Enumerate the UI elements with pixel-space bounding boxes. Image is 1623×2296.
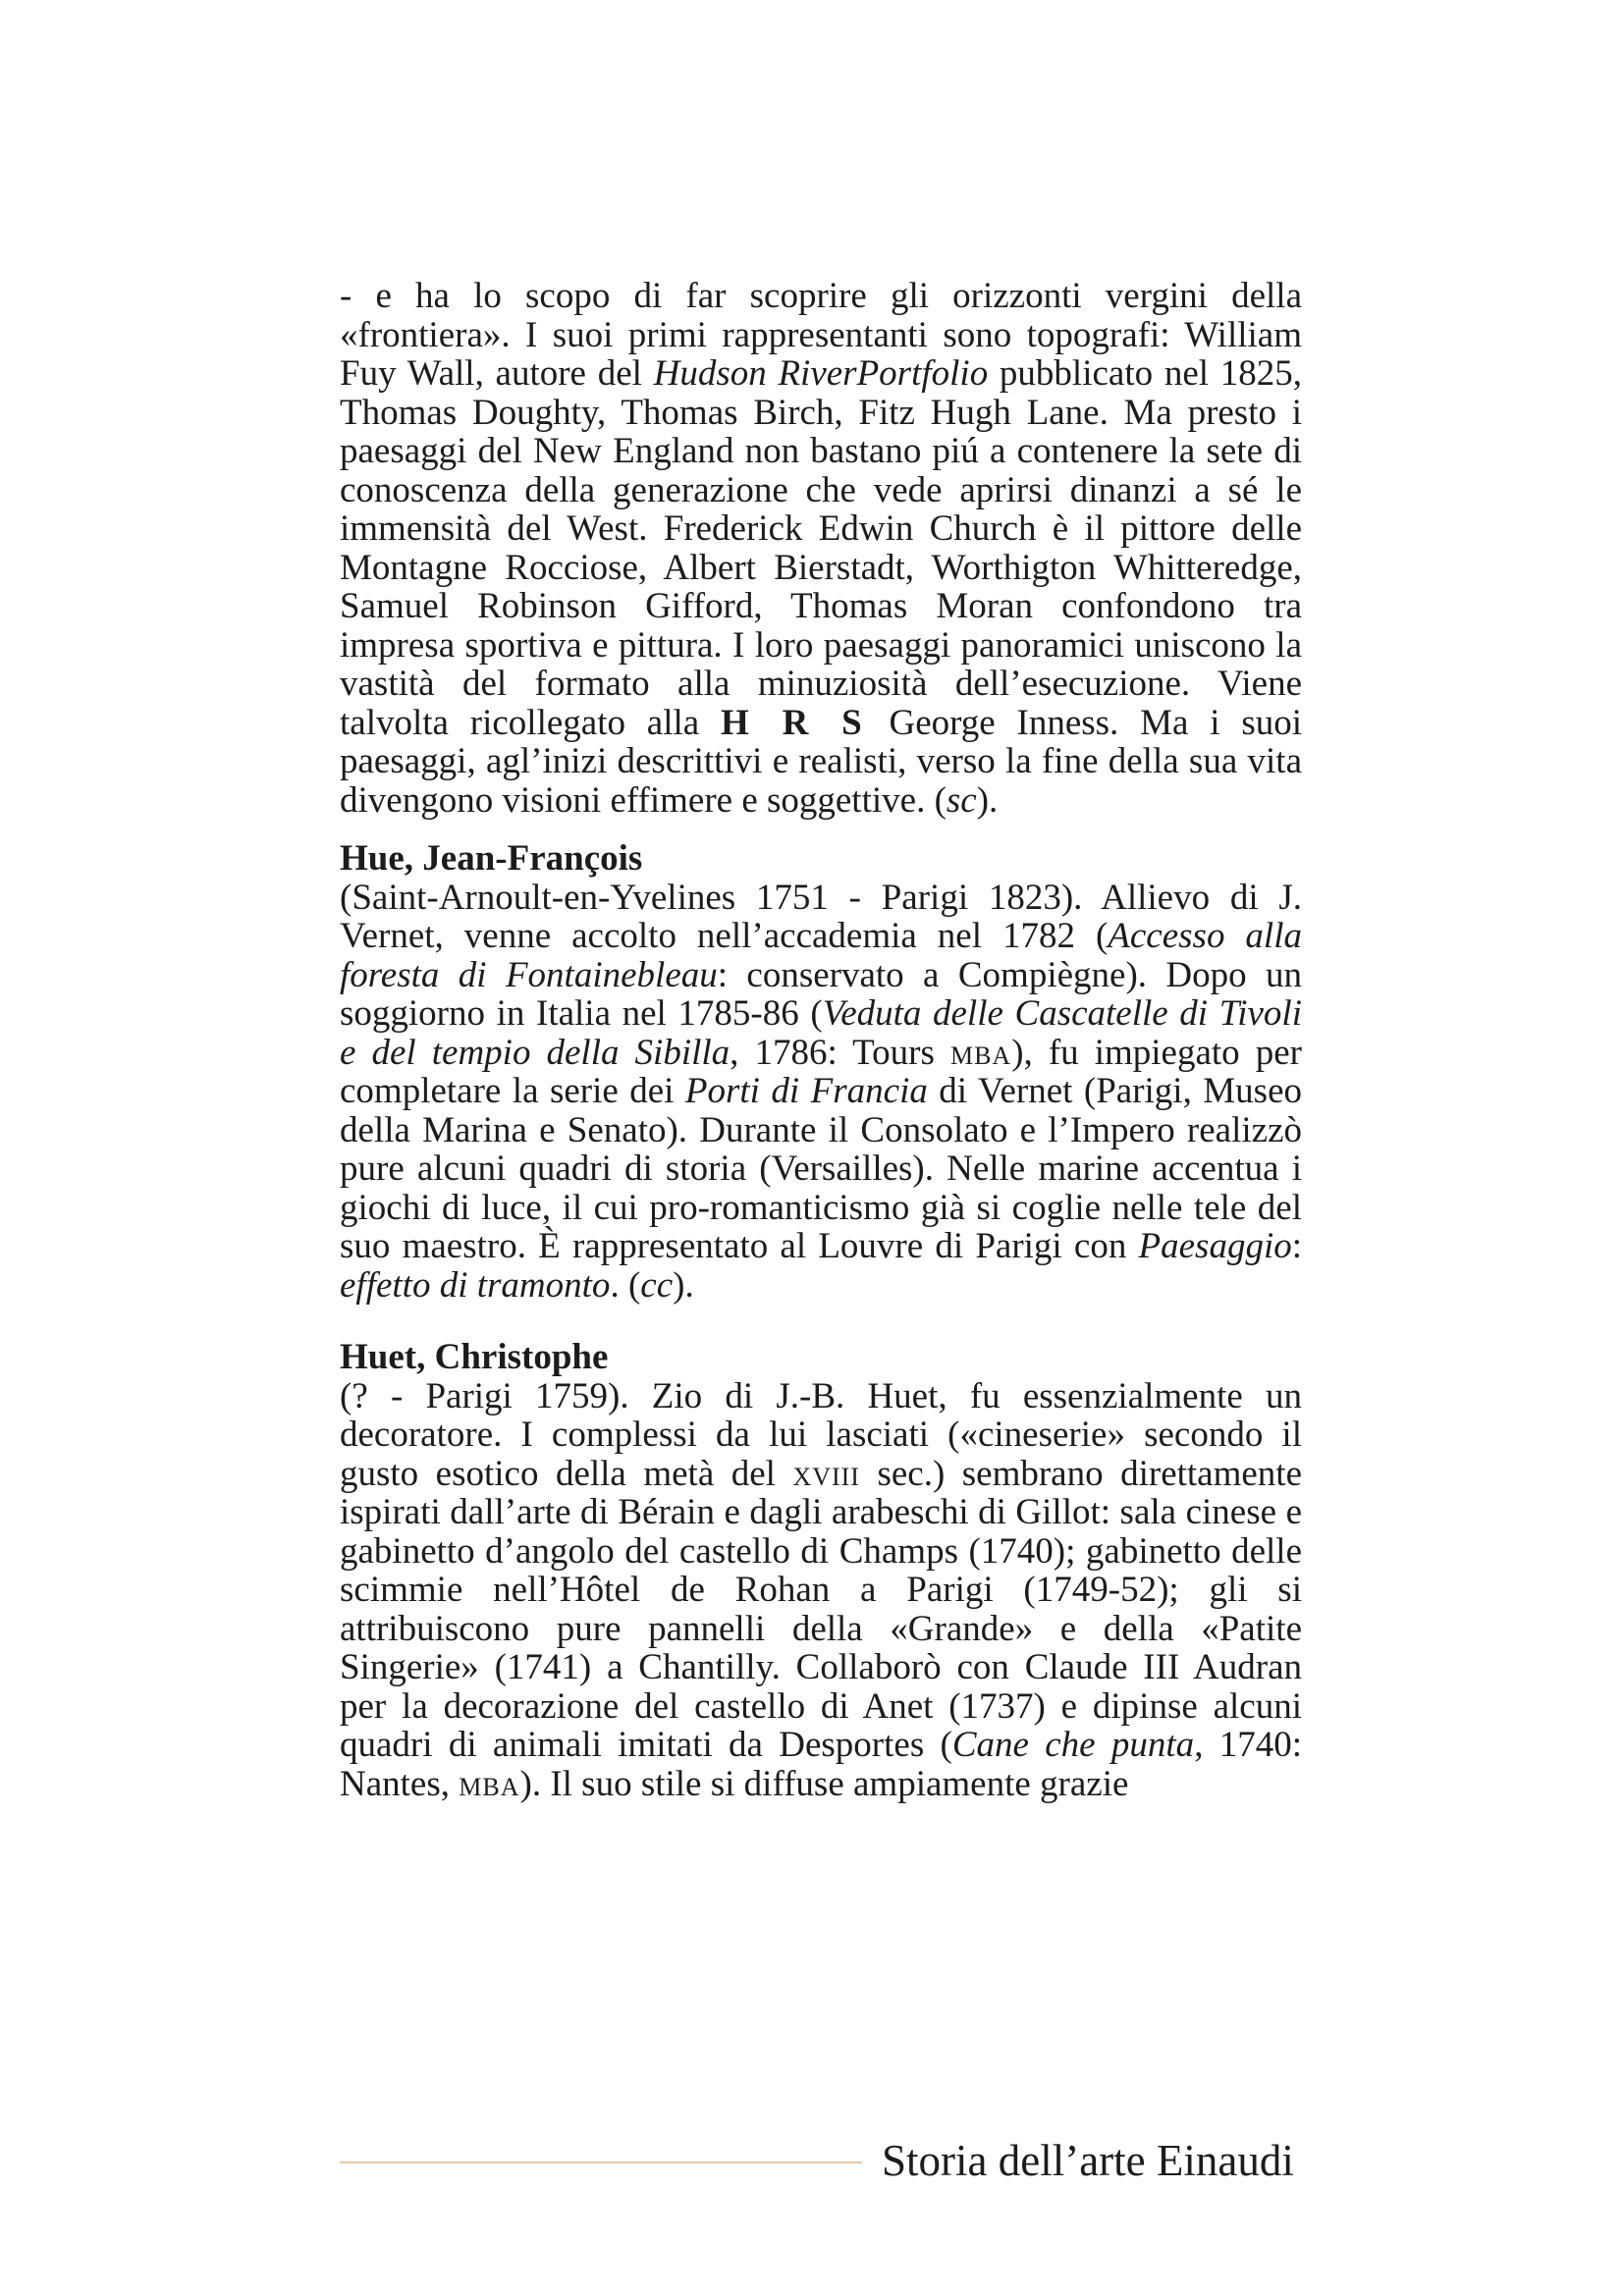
italic-title: Accesso alla foresta di Fontainebleau	[340, 916, 1302, 995]
footer-rule	[340, 2162, 862, 2163]
century-numeral: xviii	[792, 1453, 860, 1494]
text-run: :	[1291, 1226, 1302, 1266]
text-run: ), fu impiegato per completare la serie dei	[340, 1032, 1302, 1111]
text-run: ). Il suo stile si diffuse ampiamente grazie	[519, 1763, 1129, 1804]
text-run: , 1740: Nantes,	[340, 1725, 1303, 1804]
entry-body-huet	[340, 1377, 1302, 1804]
footer-publication-label: Storia dell’arte Einaudi	[882, 2136, 1294, 2185]
page-body	[340, 277, 1302, 1803]
italic-title: effetto di tramonto	[340, 1264, 611, 1306]
abbreviation-hrs: H R S	[721, 702, 868, 743]
text-run: - e ha lo scopo di far scoprire gli orizzonti vergini della «frontiera». I suoi primi rappresentanti sono topografi: William Fuy Wall, autore del	[340, 276, 1302, 394]
museum-abbreviation: mba	[459, 1763, 520, 1804]
italic-title: Veduta delle Cascatelle di Tivoli e del tempio della Sibilla	[340, 993, 1302, 1073]
text-run: (Saint-Arnoult-en-Yvelines 1751 - Parigi 1823). Allievo di J. Vernet, venne accolto nell’accademia nel 1782 (	[340, 877, 1302, 956]
text-run: , 1786: Tours	[730, 1032, 950, 1073]
intro-paragraph	[340, 277, 1302, 820]
italic-title: Porti di Francia	[684, 1071, 928, 1111]
italic-title: Cane che punta	[951, 1725, 1195, 1765]
italic-title: Hudson RiverPortfolio	[653, 353, 989, 394]
entry-body-hue	[340, 879, 1302, 1306]
entry-heading-huet: Huet, Christophe	[340, 1337, 609, 1377]
text-run: (? - Parigi 1759). Zio di J.-B. Huet, fu essenzialmente un decoratore. I complessi da lui lasciati («cineserie» secondo il gusto esotico della metà del	[340, 1375, 1302, 1494]
text-run: : conservato a Compiègne). Dopo un soggiorno in Italia nel 1785-86 (	[340, 954, 1303, 1034]
author-initials: sc	[946, 779, 977, 821]
entry-heading-hue: Hue, Jean-François	[340, 838, 643, 879]
text-run: pubblicato nel 1825, Thomas Doughty, Thomas Birch, Fitz Hugh Lane. Ma presto i paesaggi del New England non bastano piú a contenere la sete di conoscenza della generazione che vede aprirsi dinanzi a sé le immensità del West. Frederick Edwin Church è il pittore delle Montagne Rocciose, Albert Bierstadt, Worthigton Whitteredge, Samuel Robinson Gifford, Thomas Moran confondono tra impresa sportiva e pittura. I loro paesaggi panoramici uniscono la vastità del formato alla minuziosità dell’esecuzione. Viene talvolta ricollegato alla	[340, 353, 1303, 743]
text-run: George Inness. Ma i suoi paesaggi, agl’inizi descrittivi e realisti, verso la fine della sua vita divengono visioni effimere e soggettive. (	[340, 702, 1302, 821]
text-run: di Vernet (Parigi, Museo della Marina e Senato). Durante il Consolato e l’Impero realizzò pure alcuni quadri di storia (Versailles). Nelle marine accentua i giochi di luce, il cui pro-romanticismo già si coglie nelle tele del suo maestro. È rappresentato al Louvre di Parigi con	[340, 1071, 1303, 1266]
museum-abbreviation: mba	[949, 1032, 1012, 1073]
text-run: . (	[610, 1264, 641, 1306]
text-run: sec.) sembrano direttamente ispirati dall’arte di Bérain e dagli arabeschi di Gillot: sala cinese e gabinetto d’angolo del castello di Champs (1740); gabinetto delle scimmie nell’Hôtel de Rohan a Parigi (1749-52); gli si attribuiscono pure pannelli della «Grande» e della «Patite Singerie» (1741) a Chantilly. Collaborò con Claude III Audran per la decorazione del castello di Anet (1737) e dipinse alcuni quadri di animali imitati da Desportes (	[340, 1453, 1302, 1765]
italic-title: Paesaggio	[1138, 1226, 1292, 1266]
text-run: ).	[673, 1264, 694, 1306]
author-initials: cc	[640, 1264, 674, 1306]
text-run: ).	[976, 779, 999, 821]
